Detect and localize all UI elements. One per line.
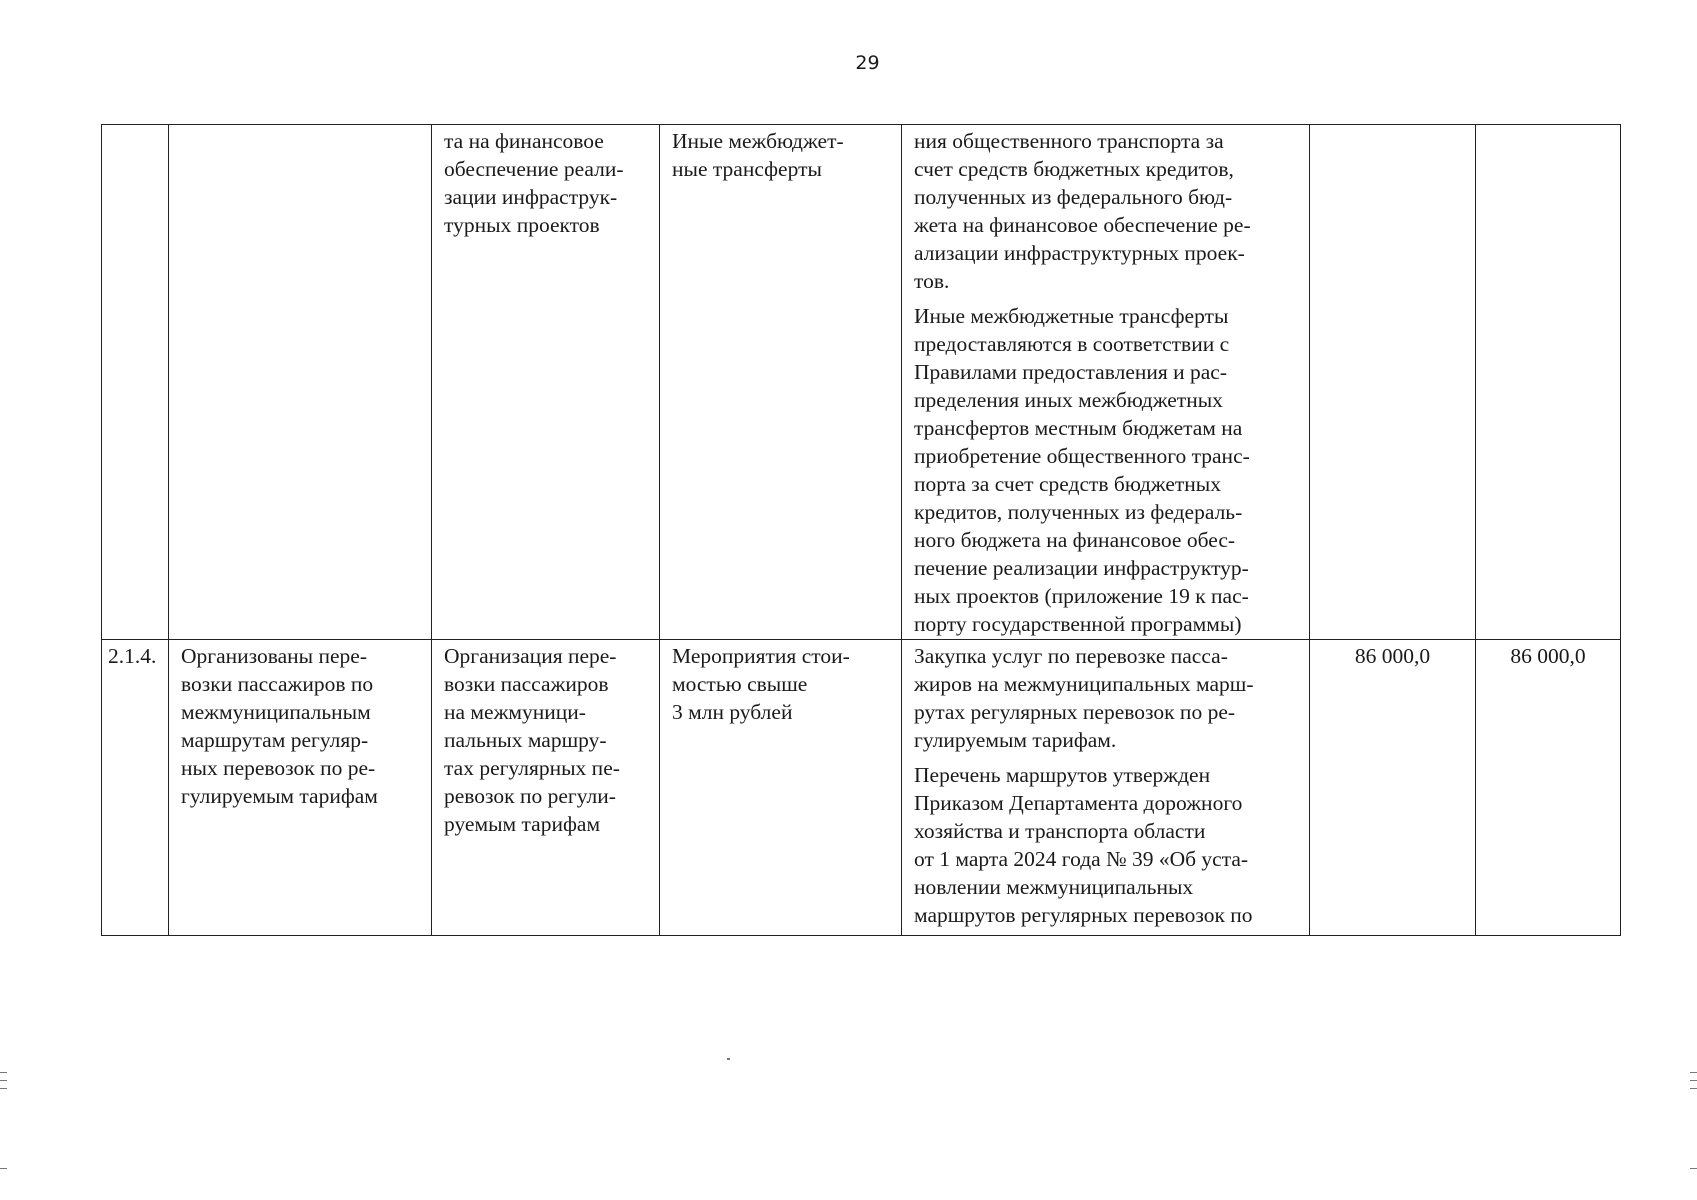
cell-text-line: турных проектов bbox=[444, 213, 600, 237]
cell-text-line: руемым тарифам bbox=[444, 812, 601, 836]
cell-text-line: Приказом Департамента дорожного bbox=[914, 791, 1243, 815]
cell-text-line: новлении межмуниципальных bbox=[914, 875, 1194, 899]
cell-text-line: полученных из федерального бюд- bbox=[914, 185, 1233, 209]
cell-text-line: тов. bbox=[914, 269, 950, 293]
cell-text-line: Правилами предоставления и рас- bbox=[914, 360, 1228, 384]
activity-cell bbox=[432, 640, 660, 936]
cell-text-line: маршрутов регулярных перевозок по bbox=[914, 903, 1253, 927]
amount-cell-2: 86 000,0 bbox=[1476, 640, 1621, 936]
cell-text-line: ных перевозок по ре- bbox=[181, 756, 376, 780]
cell-text-line: ния общественного транспорта за bbox=[914, 129, 1224, 153]
cell-text-line: жиров на межмуниципальных марш- bbox=[914, 672, 1254, 696]
cell-text-line: пальных маршру- bbox=[444, 728, 607, 752]
cell-text-line: та на финансовое bbox=[444, 129, 604, 153]
description-cell bbox=[902, 125, 1310, 640]
cell-paragraph bbox=[914, 642, 1299, 754]
cell-text-line: хозяйства и транспорта области bbox=[914, 819, 1206, 843]
cell-text-line: ревозок по регули- bbox=[444, 784, 616, 808]
cell-text-line: рутах регулярных перевозок по ре- bbox=[914, 700, 1236, 724]
program-table bbox=[101, 124, 1621, 936]
cell-text-line: счет средств бюджетных кредитов, bbox=[914, 157, 1234, 181]
cell-text-line: Мероприятия стои- bbox=[672, 644, 850, 668]
amount-cell-1: 86 000,0 bbox=[1310, 640, 1476, 936]
scan-mark-left bbox=[0, 1088, 7, 1089]
cell-paragraph bbox=[914, 761, 1299, 929]
cell-paragraph bbox=[914, 127, 1299, 295]
cell-text-line: порту государственной программы) bbox=[914, 612, 1242, 636]
cell-paragraph bbox=[672, 642, 891, 726]
cell-paragraph bbox=[444, 127, 649, 239]
cell-paragraph bbox=[672, 127, 891, 183]
cell-text-line: Организованы пере- bbox=[181, 644, 368, 668]
cell-text-line: Иные межбюджетные трансферты bbox=[914, 304, 1229, 328]
scan-mark-right bbox=[1690, 1088, 1697, 1089]
cell-text-line: возки пассажиров по bbox=[181, 672, 374, 696]
result-cell bbox=[169, 125, 432, 640]
cell-text-line: Иные межбюджет- bbox=[672, 129, 844, 153]
cell-text-line: 3 млн рублей bbox=[672, 700, 793, 724]
cell-text-line: маршрутам регуляр- bbox=[181, 728, 369, 752]
amount-cell-2 bbox=[1476, 125, 1621, 640]
scan-mark-left bbox=[0, 1080, 7, 1081]
cell-text-line: Перечень маршрутов утвержден bbox=[914, 763, 1211, 787]
cell-text-line: межмуниципальным bbox=[181, 700, 371, 724]
cell-text-line: гулируемым тарифам bbox=[181, 784, 378, 808]
cell-text-line: ализации инфраструктурных проек- bbox=[914, 241, 1245, 265]
page-number: 29 bbox=[855, 52, 880, 74]
cell-text-line: ные трансферты bbox=[672, 157, 822, 181]
cell-text-line: пределения иных межбюджетных bbox=[914, 388, 1223, 412]
scan-mark-left bbox=[0, 1072, 7, 1073]
cell-text-line: на межмуници- bbox=[444, 700, 586, 724]
cell-text-line: Организация пере- bbox=[444, 644, 617, 668]
cell-text-line: Закупка услуг по перевозке пасса- bbox=[914, 644, 1228, 668]
cell-text-line: порта за счет средств бюджетных bbox=[914, 472, 1221, 496]
cell-paragraph bbox=[914, 302, 1299, 638]
row-index bbox=[102, 125, 169, 640]
cell-text-line: трансфертов местным бюджетам на bbox=[914, 416, 1243, 440]
type-cell bbox=[660, 125, 902, 640]
row-index: 2.1.4. bbox=[102, 640, 169, 936]
scan-dot bbox=[727, 1058, 730, 1060]
scan-mark-right bbox=[1690, 1080, 1697, 1081]
cell-text-line: зации инфраструк- bbox=[444, 185, 618, 209]
cell-text-line: обеспечение реали- bbox=[444, 157, 624, 181]
scan-mark-right bbox=[1690, 1168, 1697, 1169]
cell-text-line: печение реализации инфраструктур- bbox=[914, 556, 1249, 580]
table-row bbox=[102, 640, 1621, 936]
result-cell bbox=[169, 640, 432, 936]
cell-text-line: ного бюджета на финансовое обес- bbox=[914, 528, 1236, 552]
cell-text-line: жета на финансовое обеспечение ре- bbox=[914, 213, 1251, 237]
cell-paragraph bbox=[181, 642, 421, 810]
cell-text-line: кредитов, полученных из федераль- bbox=[914, 500, 1243, 524]
cell-text-line: тах регулярных пе- bbox=[444, 756, 620, 780]
table-row bbox=[102, 125, 1621, 640]
cell-text-line: приобретение общественного транс- bbox=[914, 444, 1250, 468]
cell-text-line: гулируемым тарифам. bbox=[914, 728, 1117, 752]
scan-mark-left bbox=[0, 1168, 7, 1169]
description-cell bbox=[902, 640, 1310, 936]
type-cell bbox=[660, 640, 902, 936]
amount-cell-1 bbox=[1310, 125, 1476, 640]
cell-text-line: от 1 марта 2024 года № 39 «Об уста- bbox=[914, 847, 1249, 871]
cell-text-line: предоставляются в соответствии с bbox=[914, 332, 1230, 356]
cell-text-line: ных проектов (приложение 19 к пас- bbox=[914, 584, 1249, 608]
activity-cell bbox=[432, 125, 660, 640]
scan-mark-right bbox=[1690, 1072, 1697, 1073]
cell-paragraph bbox=[444, 642, 649, 838]
cell-text-line: возки пассажиров bbox=[444, 672, 609, 696]
cell-text-line: мостью свыше bbox=[672, 672, 808, 696]
